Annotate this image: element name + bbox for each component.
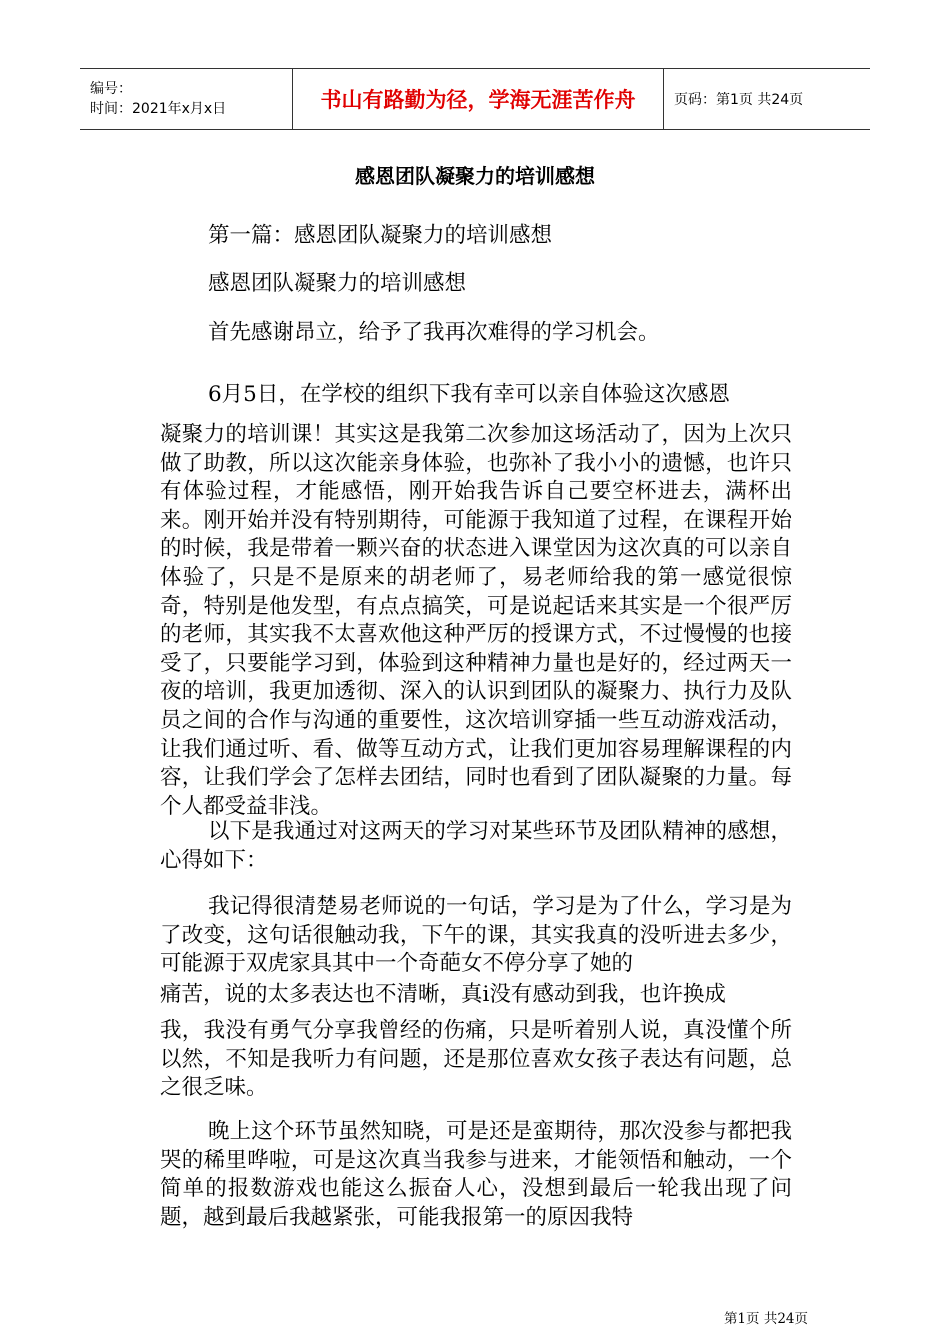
time-label: 时间：2021年x月x日: [90, 101, 227, 117]
paragraph-3b: 痛苦，说的太多表达也不清晰，真i没有感动到我，也许换成: [160, 982, 726, 1007]
paragraph-3c: 我，我没有勇气分享我曾经的伤痛，只是听着别人说，真没懂个所以然，不知是我听力有问题，还是那位喜欢女孩子表达有问题，总之很乏味。: [160, 1018, 792, 1101]
paragraph-2: 以下是我通过对这两天的学习对某些环节及团队精神的感想，心得如下：: [160, 819, 792, 873]
paragraph-4: 晚上这个环节虽然知晓，可是还是蛮期待，那次没参与都把我哭的稀里哗啦，可是这次真当我参与进来，才能领悟和触动，一个简单的报数游戏也能这么振奋人心，没想到最后一轮我出现了问题，越到最后我越紧张，可能我报第一的原因我特: [160, 1119, 792, 1230]
header-page-info: 页码：第1页 共24页: [674, 92, 804, 108]
header-motto: 书山有路勤为径，学海无涯苦作舟: [293, 69, 664, 129]
page-header: [80, 68, 870, 130]
paragraph-3a: 我记得很清楚易老师说的一句话，学习是为了什么，学习是为了改变，这句话很触动我，下午的课，其实我真的没听进去多少，可能源于双虎家具其中一个奇葩女不停分享了她的: [160, 894, 792, 977]
number-label: 编号：: [90, 81, 132, 97]
paragraph-1-first-line: 6月5日，在学校的组织下我有幸可以亲自体验这次感恩: [208, 382, 730, 407]
header-meta: [80, 69, 293, 129]
paragraph-thanks: 首先感谢昂立，给予了我再次难得的学习机会。: [208, 320, 660, 345]
document-title: 感恩团队凝聚力的培训感想: [355, 164, 595, 188]
paragraph-1-body: 凝聚力的培训课！其实这是我第二次参加这场活动了，因为上次只做了助教，所以这次能亲身体验，也弥补了我小小的遗憾，也许只有体验过程，才能感悟，刚开始我告诉自己要空杯进去，满杯出来。刚开始并没有特别期待，可能源于我知道了过程，在课程开始的时候，我是带着一颗兴奋的状态进入课堂因为这次真的可以亲自体验了，只是不是原来的胡老师了，易老师给我的第一感觉很惊奇，特别是他发型，有点点搞笑，可是说起话来其实是一个很严厉的老师，其实我不太喜欢他这种严厉的授课方式，不过慢慢的也接受了，只要能学习到，体验到这种精神力量也是好的，经过两天一夜的培训，我更加透彻、深入的认识到团队的凝聚力、执行力及队员之间的合作与沟通的重要性，这次培训穿插一些互动游戏活动，让我们通过听、看、做等互动方式，让我们更加容易理解课程的内容，让我们学会了怎样去团结，同时也看到了团队凝聚的力量。每个人都受益非浅。: [160, 422, 792, 819]
part-heading: 第一篇：感恩团队凝聚力的培训感想: [208, 223, 553, 248]
page-footer: 第1页 共24页: [723, 1311, 808, 1327]
subtitle: 感恩团队凝聚力的培训感想: [208, 271, 467, 296]
